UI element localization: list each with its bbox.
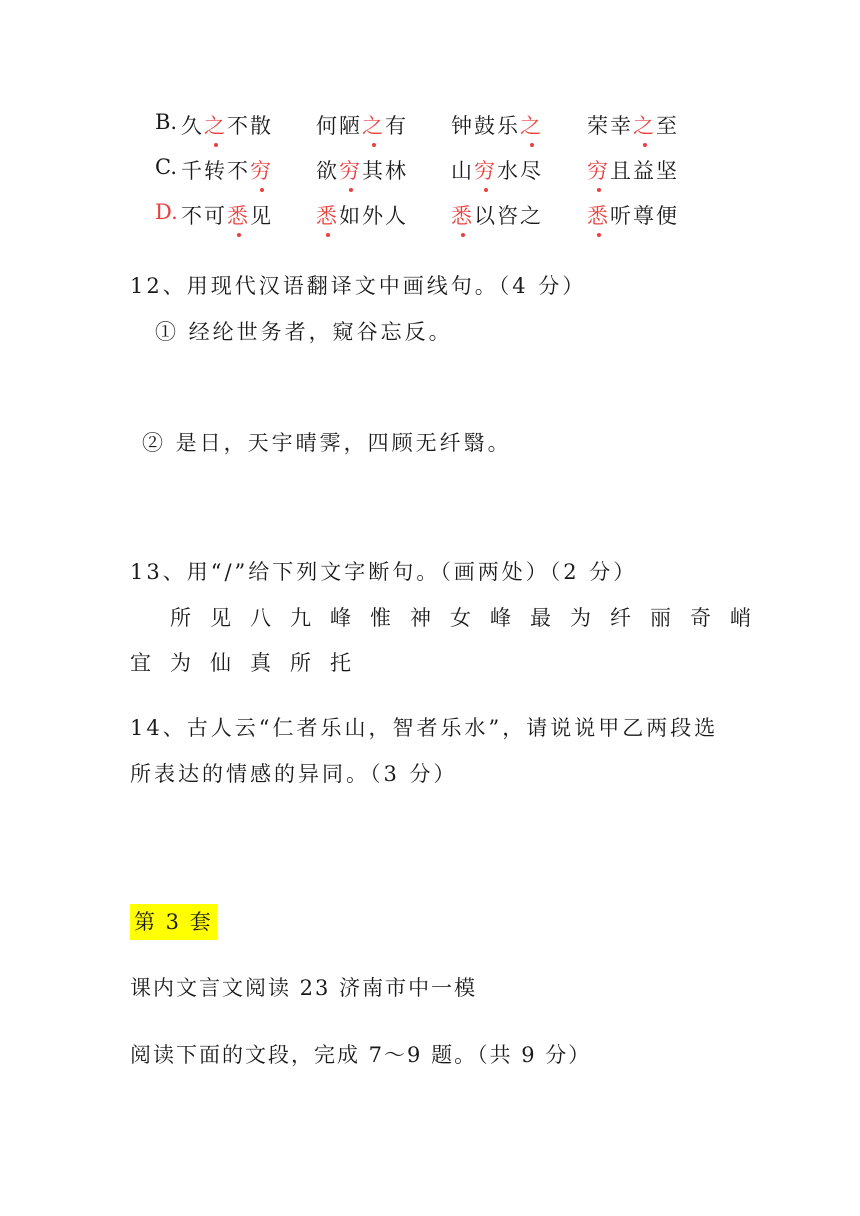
- option-d-letter: D.: [155, 200, 178, 224]
- emphasized-character: 悉: [587, 204, 610, 228]
- question-13-title: 13、用“/”给下列文字断句。（画两处）（2 分）: [130, 560, 638, 584]
- option-b-phrase-1: [181, 110, 273, 140]
- emphasized-character: 穷: [474, 159, 497, 183]
- phrase-text: 何陋: [316, 114, 362, 138]
- phrase-text: 其林: [362, 159, 408, 183]
- phrase-text: 以咨之: [474, 204, 543, 228]
- question-12-sentence-1: ① 经纶世务者，窥谷忘反。: [155, 320, 453, 344]
- set-3-highlight: 第 3 套: [130, 904, 217, 940]
- phrase-text: 如外人: [339, 204, 408, 228]
- emphasized-character: 之: [204, 114, 227, 138]
- emphasized-character: 穷: [250, 159, 273, 183]
- phrase-text: 钟鼓乐: [451, 114, 520, 138]
- option-d-phrase-3: [451, 200, 543, 230]
- emphasized-character: 之: [633, 114, 656, 138]
- phrase-text: 有: [385, 114, 408, 138]
- phrase-text: 荣幸: [587, 114, 633, 138]
- option-c-letter: C.: [155, 155, 177, 179]
- phrase-text: 不散: [227, 114, 273, 138]
- set-3-label: [130, 906, 217, 936]
- option-d-phrase-2: [316, 200, 408, 230]
- option-c-phrase-3: [451, 155, 543, 185]
- option-b-phrase-3: [451, 110, 543, 140]
- option-c-phrase-4: [587, 155, 679, 185]
- phrase-text: 见: [250, 204, 273, 228]
- emphasized-character: 之: [520, 114, 543, 138]
- emphasized-character: 穷: [587, 159, 610, 183]
- emphasized-character: 悉: [316, 204, 339, 228]
- question-13-text-line-1: 所见八九峰惟神女峰最为纤丽奇峭: [170, 606, 770, 630]
- question-14-line-2: 所表达的情感的异同。（3 分）: [130, 762, 458, 786]
- phrase-text: 听尊便: [610, 204, 679, 228]
- option-b-letter: B.: [155, 110, 178, 134]
- question-12-sentence-2: ② 是日，天宇晴霁，四顾无纤翳。: [142, 431, 512, 455]
- phrase-text: 至: [656, 114, 679, 138]
- emphasized-character: 悉: [227, 204, 250, 228]
- emphasized-character: 之: [362, 114, 385, 138]
- set-3-instruction: 阅读下面的文段，完成 7～9 题。（共 9 分）: [130, 1043, 592, 1067]
- emphasized-character: 悉: [451, 204, 474, 228]
- phrase-text: 水尽: [497, 159, 543, 183]
- phrase-text: 山: [451, 159, 474, 183]
- emphasized-character: 穷: [339, 159, 362, 183]
- phrase-text: 久: [181, 114, 204, 138]
- option-b-phrase-4: [587, 110, 679, 140]
- option-b-phrase-2: [316, 110, 408, 140]
- question-13-text-line-2: 宜为仙真所托: [130, 651, 370, 675]
- option-c-phrase-1: [181, 155, 273, 185]
- phrase-text: 千转不: [181, 159, 250, 183]
- phrase-text: 且益坚: [610, 159, 679, 183]
- question-14-line-1: 14、古人云“仁者乐山，智者乐水”，请说说甲乙两段选: [130, 716, 719, 740]
- question-12-title: 12、用现代汉语翻译文中画线句。（4 分）: [130, 274, 587, 298]
- phrase-text: 欲: [316, 159, 339, 183]
- option-d-phrase-1: [181, 200, 273, 230]
- option-c-phrase-2: [316, 155, 408, 185]
- option-d-phrase-4: [587, 200, 679, 230]
- set-3-source: 课内文言文阅读 23 济南市中一模: [130, 976, 478, 1000]
- phrase-text: 不可: [181, 204, 227, 228]
